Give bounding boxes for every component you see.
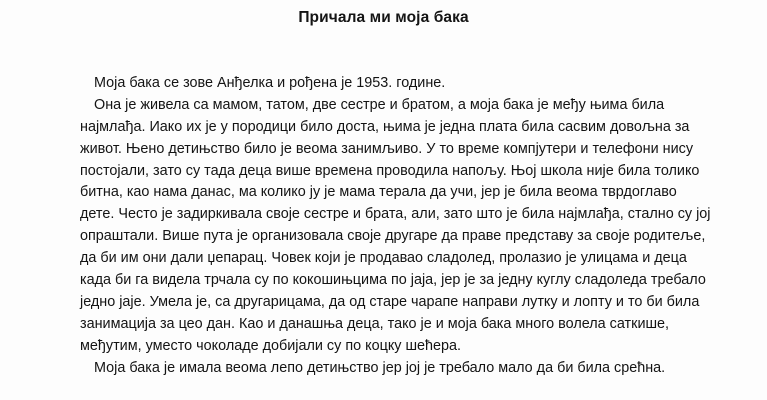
paragraph-line: опраштали. Више пута је организовала своје другаре да праве представу за своје родитеље,: [80, 228, 706, 245]
paragraph-line: најмлађа. Иако их је у породици било доста, њима је једна плата била сасвим довољна за: [80, 118, 690, 135]
paragraph-line: битна, као нама данас, ма колико ју је мама терала да учи, јер је била веома тврдоглаво: [80, 184, 677, 201]
paragraph-line: Моја бака је имала веома лепо детињство јер јој је требало мало да би била срећна.: [94, 359, 666, 376]
paragraph-line: када би га видела трчала су по кокошињцима по јаја, јер је за једну куглу сладоледа требало: [80, 272, 706, 289]
document-body: [80, 73, 760, 379]
document-title: Причала ми моја бака: [298, 9, 469, 26]
paragraph-line: једно јаје. Умела је, са другарицама, да од старе чарапе направи лутку и лопту и то би била: [80, 293, 700, 310]
paragraph-line: међутим, уместо чоколаде добијали су по коцку шећера.: [80, 337, 462, 354]
paragraph-line: Она је живела са мамом, татом, две сестре и братом, а моја бака је међу њима била: [94, 96, 665, 113]
paragraph-line: дете. Често је задиркивала своје сестре и брата, али, зато што је била најмлађа, стално су јој: [80, 206, 711, 223]
paragraph-line: да би им они дали џепарац. Човек који је продавао сладолед, пролазио је улицама и деца: [80, 250, 687, 267]
paragraph-line: Моја бака се зове Анђелка и рођена је 1953. године.: [94, 75, 446, 91]
paragraph-line: занимација за цео дан. Као и данашња деца, тако је и моја бака много волела саткише,: [80, 315, 670, 332]
paragraph-line: постојали, зато су тада деца више времена проводила напољу. Њој школа није била толико: [80, 162, 700, 179]
paragraph-line: живот. Њено детињство било је веома занимљиво. У то време компјутери и телефони нису: [80, 140, 694, 157]
